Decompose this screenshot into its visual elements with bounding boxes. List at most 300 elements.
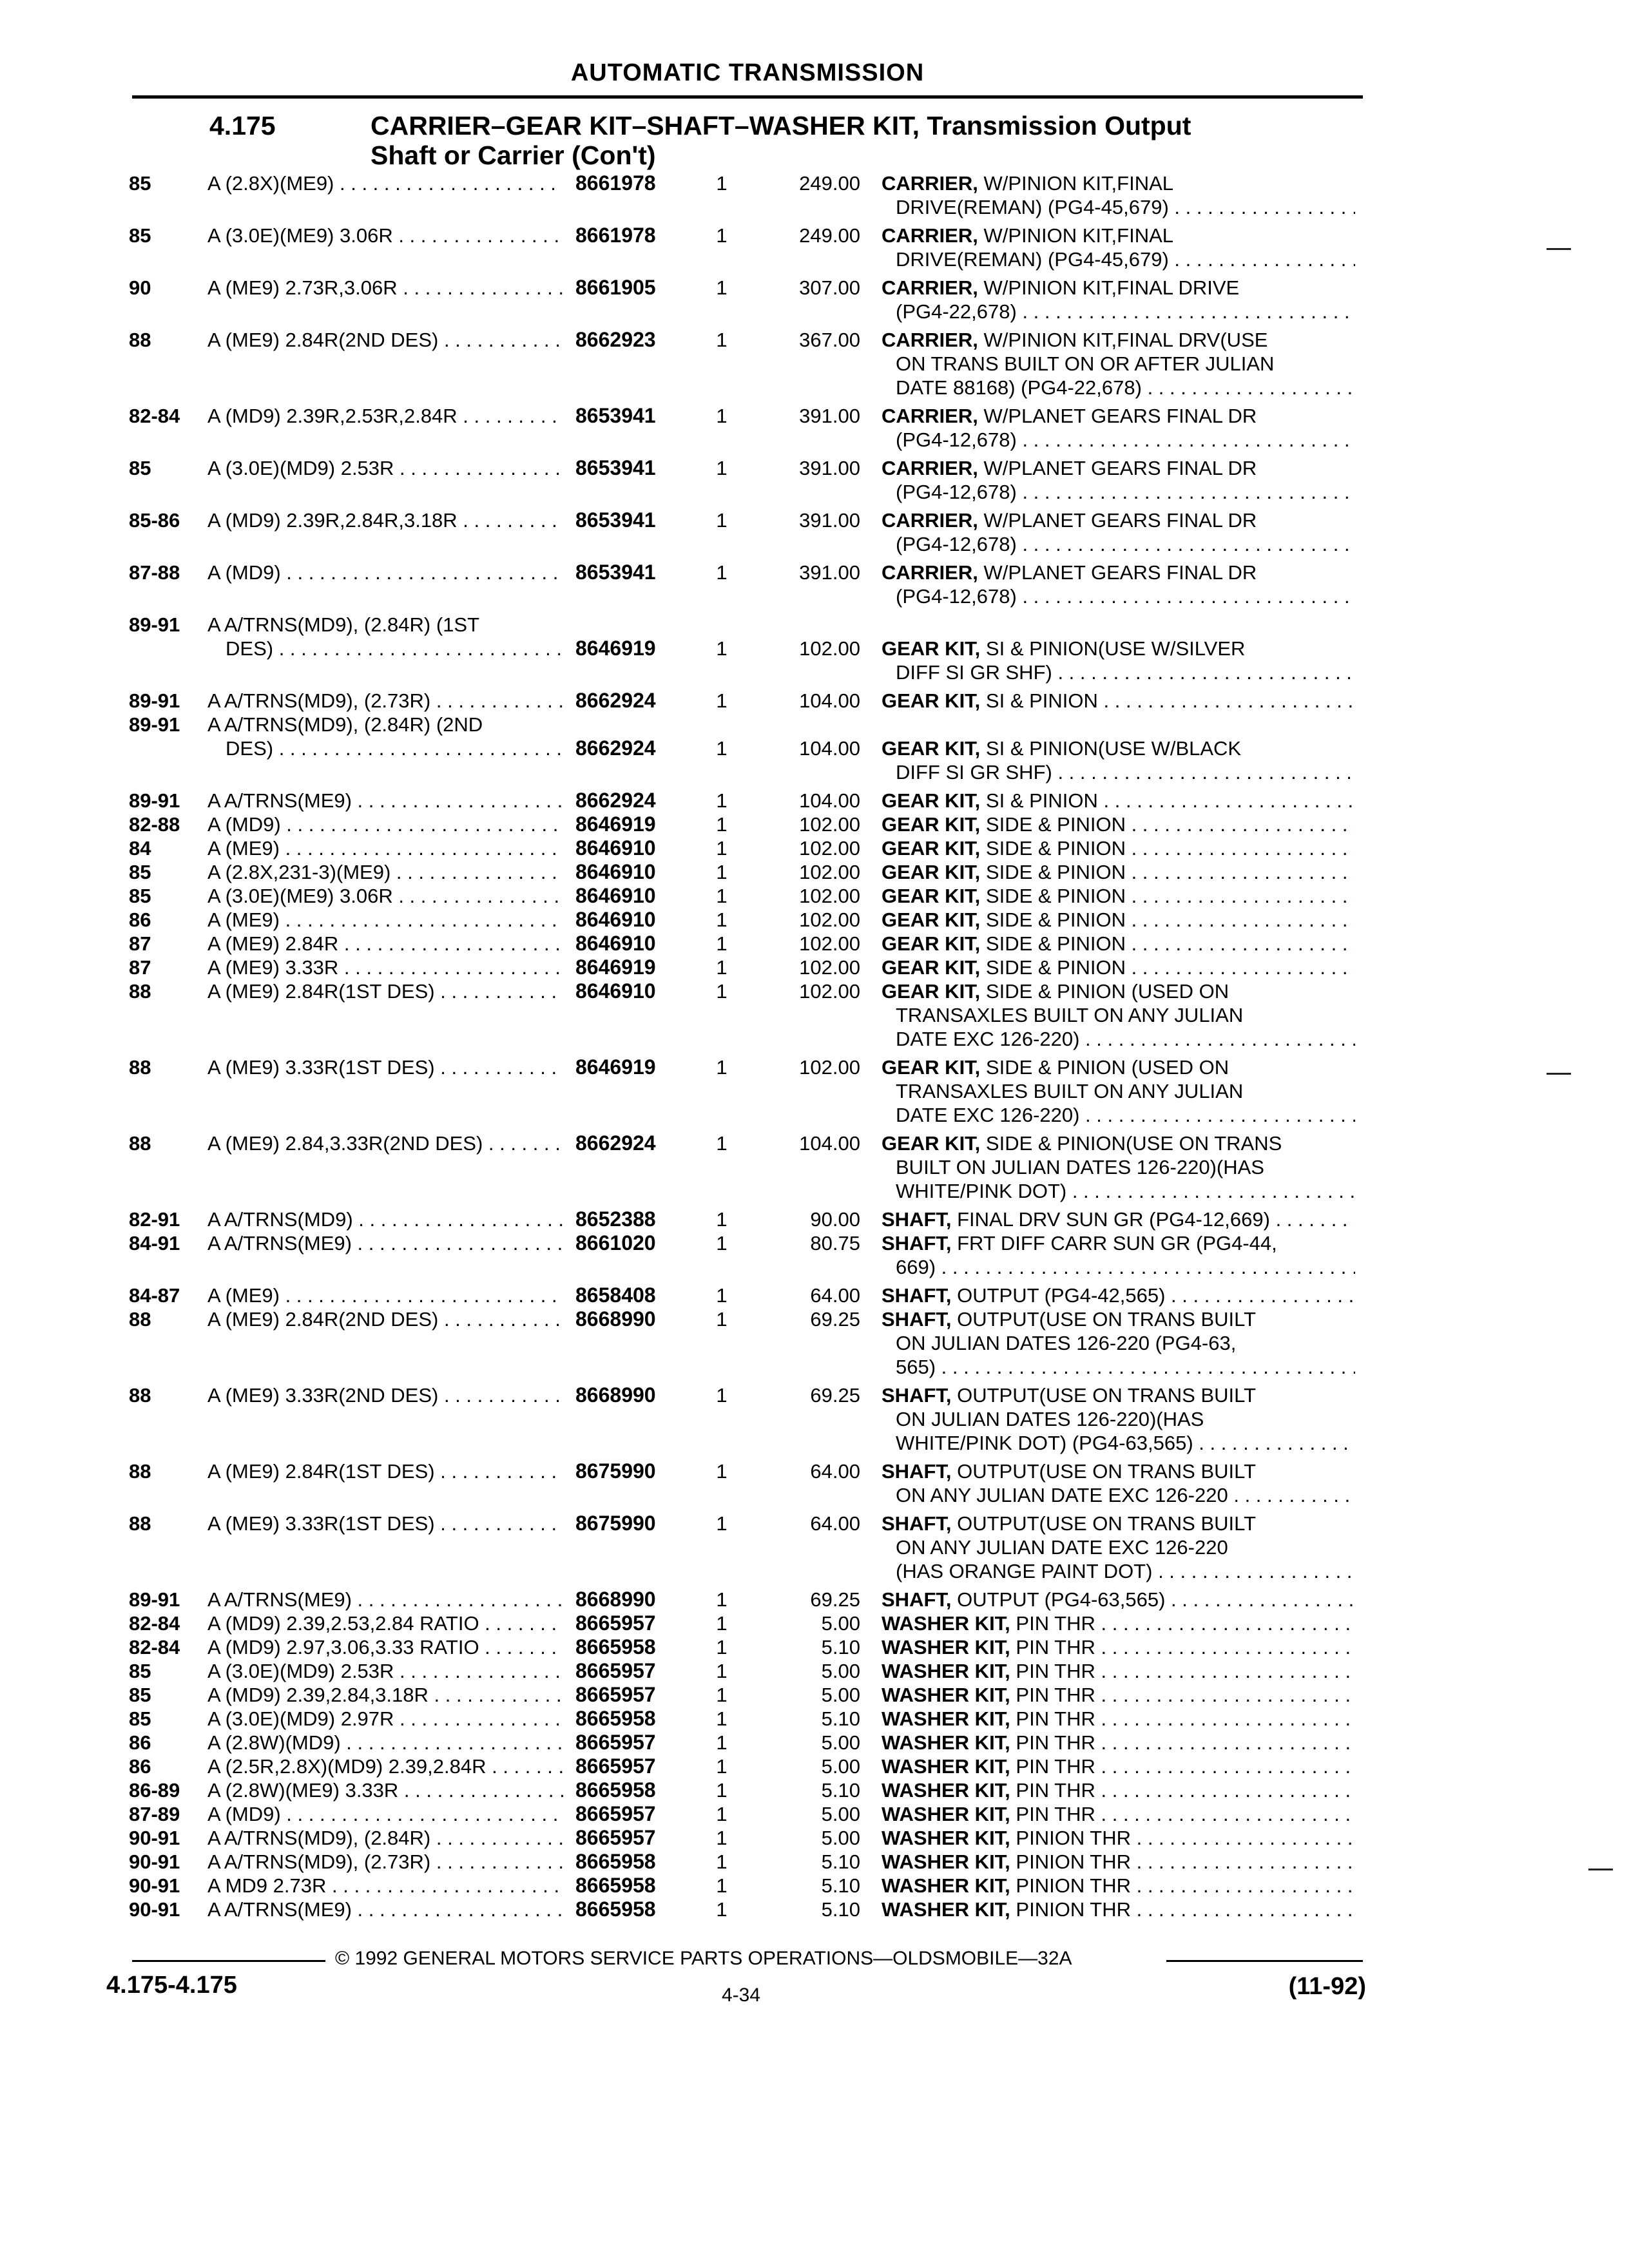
part-title: CARRIER, [882,172,978,195]
description-line [882,812,1355,836]
description [882,736,1355,784]
part-number: 8665957 [575,1731,656,1754]
price: 64.00 [810,1512,860,1535]
application [207,328,563,352]
description-line [882,1611,1355,1635]
description-line [882,1635,1355,1659]
description-text: PIN THR [1016,1684,1095,1706]
description-text: (PG4-12,678) [896,481,1017,503]
part-title: GEAR KIT, [882,837,981,860]
model-year: 90-91 [129,1850,180,1873]
description-line [882,1255,1355,1279]
description-line [882,860,1355,884]
application [207,713,563,760]
model-year: 86 [129,1755,151,1778]
description-text: BUILT ON JULIAN DATES 126-220)(HAS [896,1156,1264,1178]
part-number: 8665958 [575,1874,656,1897]
model-year: 86 [129,908,151,931]
description-line [882,1898,1355,1921]
model-year: 89-91 [129,1588,180,1611]
application-line: A (2.8X)(ME9) . . . [207,171,563,195]
application-line: A A/TRNS(ME9) . . . [207,1588,563,1611]
description-text: OUTPUT(USE ON TRANS BUILT [957,1460,1257,1483]
part-number: 8665958 [575,1898,656,1921]
margin-mark [1588,1869,1613,1870]
part-number: 8658408 [575,1283,656,1307]
part-number: 8646919 [575,637,656,660]
application [207,860,563,884]
price: 367.00 [799,329,860,351]
quantity: 1 [716,980,728,1003]
description [882,508,1355,556]
description-line [882,1778,1355,1802]
description-text: ON ANY JULIAN DATE EXC 126-220 [896,1536,1228,1559]
description [882,1707,1355,1731]
footer-copyright: © 1992 GENERAL MOTORS SERVICE PARTS OPERATIONS—OLDSMOBILE—32A [335,1948,1072,1969]
model-year: 82-84 [129,405,180,427]
application [207,224,563,247]
part-title: GEAR KIT, [882,908,981,931]
quantity: 1 [716,457,728,479]
part-title: CARRIER, [882,405,978,427]
quantity: 1 [716,1588,728,1611]
price: 5.10 [821,1850,860,1873]
model-year: 84-91 [129,1232,180,1254]
description-line [882,836,1355,860]
part-title: CARRIER, [882,276,978,299]
part-title: WASHER KIT, [882,1874,1010,1897]
description [882,1459,1355,1507]
description-text: OUTPUT(USE ON TRANS BUILT [957,1308,1257,1331]
price: 69.25 [810,1588,860,1611]
description-text: DATE EXC 126-220) [896,1028,1080,1050]
description [882,1383,1355,1455]
description [882,456,1355,504]
model-year: 82-84 [129,1612,180,1635]
part-number: 8646910 [575,908,656,931]
part-number: 8653941 [575,404,656,427]
part-title: CARRIER, [882,224,978,247]
quantity: 1 [716,1056,728,1079]
quantity: 1 [716,1232,728,1254]
model-year: 88 [129,1308,151,1331]
price: 5.10 [821,1707,860,1730]
part-number: 8646910 [575,979,656,1003]
description-text: (PG4-12,678) [896,585,1017,608]
application [207,1383,563,1407]
description-text: (PG4-12,678) [896,428,1017,451]
description-line [882,480,1355,504]
description-line [882,1383,1355,1407]
part-number: 8668990 [575,1307,656,1331]
application [207,812,563,836]
application-line: A A/TRNS(MD9), (2.84R) (2ND [207,713,483,736]
quantity: 1 [716,885,728,907]
application-line: A (ME9) 3.33R(1ST DES) . . . [207,1512,563,1535]
description-text: PIN THR [1016,1803,1095,1825]
description-line [882,1027,1355,1051]
application [207,979,563,1003]
quantity: 1 [716,1660,728,1682]
application-line: A (ME9) 2.84R(2ND DES) . . . [207,1307,563,1331]
quantity: 1 [716,1874,728,1897]
footer-date: (11-92) [1288,1973,1366,2000]
quantity: 1 [716,837,728,860]
description [882,1874,1355,1898]
description-text: PIN THR [1016,1755,1095,1778]
description-line [882,908,1355,932]
part-number: 8646919 [575,956,656,979]
model-year: 90-91 [129,1898,180,1921]
footer-page-number: 4-34 [721,1984,761,2006]
description-text: DRIVE(REMAN) (PG4-45,679) [896,248,1169,271]
footer-rule-left [132,1960,325,1962]
part-title: CARRIER, [882,329,978,351]
part-title: GEAR KIT, [882,689,981,712]
model-year: 88 [129,1384,151,1407]
price: 391.00 [799,509,860,532]
description-line [882,1535,1355,1559]
application [207,1898,563,1921]
header-rule [132,95,1363,99]
price: 5.00 [821,1755,860,1778]
application-line: A A/TRNS(MD9), (2.73R) . . . [207,1850,563,1874]
description-text: SIDE & PINION(USE ON TRANS [985,1132,1282,1155]
price: 249.00 [799,172,860,195]
quantity: 1 [716,932,728,955]
model-year: 85 [129,1684,151,1706]
description-text: OUTPUT(USE ON TRANS BUILT [957,1384,1257,1407]
description [882,1307,1355,1379]
description-text: PIN THR [1016,1612,1095,1635]
description-text: FRT DIFF CARR SUN GR (PG4-44, [957,1232,1277,1254]
model-year: 88 [129,329,151,351]
quantity: 1 [716,1898,728,1921]
description-line [882,1559,1355,1583]
model-year: 85 [129,172,151,195]
description-text: PIN THR [1016,1731,1095,1754]
quantity: 1 [716,956,728,979]
description [882,1754,1355,1778]
part-number: 8646910 [575,860,656,883]
price: 90.00 [810,1208,860,1231]
part-number: 8646910 [575,836,656,860]
part-number: 8665958 [575,1635,656,1658]
description-text: PIN THR [1016,1636,1095,1658]
description [882,1588,1355,1611]
description-line [882,561,1355,584]
description [882,1659,1355,1683]
description-line [882,1131,1355,1155]
application-line: A A/TRNS(MD9), (2.84R) . . . [207,1826,563,1850]
description-line [882,1459,1355,1483]
quantity: 1 [716,329,728,351]
margin-mark [1547,1073,1571,1075]
application [207,789,563,812]
application [207,1826,563,1850]
application-line: A (MD9) 2.39R,2.53R,2.84R . . . [207,404,563,428]
description-text: W/PLANET GEARS FINAL DR [983,457,1257,479]
description-text: SIDE & PINION (USED ON [985,1056,1229,1079]
application-line: A (2.5R,2.8X)(MD9) 2.39,2.84R . . . [207,1754,563,1778]
description-text: PIN THR [1016,1660,1095,1682]
part-number: 8665958 [575,1707,656,1730]
part-number: 8662924 [575,736,656,760]
part-title: GEAR KIT, [882,980,981,1003]
description [882,1683,1355,1707]
price: 249.00 [799,224,860,247]
model-year: 84 [129,837,151,860]
price: 102.00 [799,1056,860,1079]
application-line: A (ME9) . . . [207,1283,563,1307]
application-line: A (MD9) 2.97,3.06,3.33 RATIO . . . [207,1635,563,1659]
application [207,1635,563,1659]
model-year: 90-91 [129,1827,180,1849]
description-text: PINION THR [1016,1827,1131,1849]
description-line [882,1683,1355,1707]
part-number: 8675990 [575,1512,656,1535]
description-line [882,1179,1355,1203]
model-year: 85 [129,224,151,247]
description [882,932,1355,956]
description-text: W/PLANET GEARS FINAL DR [983,509,1257,532]
description-text: W/PLANET GEARS FINAL DR [983,405,1257,427]
quantity: 1 [716,1755,728,1778]
description-text: ON JULIAN DATES 126-220)(HAS [896,1408,1204,1430]
application [207,1683,563,1707]
application-line: A (ME9) 2.73R,3.06R . . . [207,276,563,300]
price: 102.00 [799,980,860,1003]
description-text: DIFF SI GR SHF) [896,661,1052,684]
price: 102.00 [799,861,860,883]
description-line [882,1407,1355,1431]
description [882,689,1355,713]
application [207,908,563,932]
description-line [882,1331,1355,1355]
application [207,1231,563,1255]
application-line: A (MD9) 2.39,2.53,2.84 RATIO . . . [207,1611,563,1635]
part-title: WASHER KIT, [882,1636,1010,1658]
price: 102.00 [799,885,860,907]
description-line [882,1307,1355,1331]
price: 104.00 [799,737,860,760]
part-number: 8661978 [575,224,656,247]
part-title: GEAR KIT, [882,1056,981,1079]
part-number: 8668990 [575,1588,656,1611]
part-title: SHAFT, [882,1232,952,1254]
description [882,1512,1355,1583]
model-year: 90-91 [129,1874,180,1897]
part-title: CARRIER, [882,561,978,584]
part-title: CARRIER, [882,457,978,479]
part-title: GEAR KIT, [882,932,981,955]
price: 102.00 [799,956,860,979]
quantity: 1 [716,813,728,836]
description-text: DATE 88168) (PG4-22,678) [896,376,1142,399]
model-year: 90 [129,276,151,299]
description-line [882,736,1355,760]
application [207,1459,563,1483]
description-line [882,884,1355,908]
application [207,456,563,480]
application-line: A (3.0E)(ME9) 3.06R . . . [207,224,563,247]
part-title: WASHER KIT, [882,1684,1010,1706]
model-year: 88 [129,980,151,1003]
description [882,224,1355,271]
description-line [882,1874,1355,1898]
application-line: A A/TRNS(ME9) . . . [207,1898,563,1921]
description-line [882,1231,1355,1255]
part-number: 8665957 [575,1683,656,1706]
model-year: 85 [129,457,151,479]
quantity: 1 [716,789,728,812]
application-line: DES) . . . [207,637,563,660]
quantity: 1 [716,1208,728,1231]
part-title: WASHER KIT, [882,1850,1010,1873]
model-year: 87-89 [129,1803,180,1825]
application-line: A (ME9) 2.84,3.33R(2ND DES) . . . [207,1131,563,1155]
application [207,1754,563,1778]
description [882,908,1355,932]
part-title: WASHER KIT, [882,1898,1010,1921]
price: 80.75 [810,1232,860,1254]
model-year: 87-88 [129,561,180,584]
quantity: 1 [716,405,728,427]
description-line [882,1431,1355,1455]
application-line: A (2.8W)(ME9) 3.33R . . . [207,1778,563,1802]
part-title: WASHER KIT, [882,1731,1010,1754]
description-line [882,1155,1355,1179]
application [207,1659,563,1683]
application [207,884,563,908]
price: 5.00 [821,1731,860,1754]
model-year: 88 [129,1132,151,1155]
quantity: 1 [716,1284,728,1307]
model-year: 85 [129,1660,151,1682]
description-text: TRANSAXLES BUILT ON ANY JULIAN [896,1080,1244,1102]
description [882,328,1355,399]
price: 69.25 [810,1308,860,1331]
price: 102.00 [799,637,860,660]
description-text: TRANSAXLES BUILT ON ANY JULIAN [896,1004,1244,1026]
price: 64.00 [810,1460,860,1483]
price: 5.00 [821,1803,860,1825]
quantity: 1 [716,1684,728,1706]
description-line [882,637,1355,660]
model-year: 85 [129,861,151,883]
part-number: 8665958 [575,1778,656,1802]
part-title: WASHER KIT, [882,1660,1010,1682]
description-line [882,1731,1355,1754]
description [882,404,1355,452]
description-text: PIN THR [1016,1779,1095,1802]
description-text: DATE EXC 126-220) [896,1104,1080,1126]
price: 104.00 [799,1132,860,1155]
description-text: 565) [896,1356,936,1378]
application [207,171,563,195]
application-line: A (ME9) 2.84R . . . [207,932,563,956]
part-number: 8665957 [575,1611,656,1635]
application-line: A (ME9) 2.84R(1ST DES) . . . [207,1459,563,1483]
part-number: 8662924 [575,1131,656,1155]
description [882,1283,1355,1307]
price: 64.00 [810,1284,860,1307]
model-year: 86-89 [129,1779,180,1802]
description-text: WHITE/PINK DOT) [896,1180,1067,1202]
quantity: 1 [716,1612,728,1635]
part-number: 8662923 [575,328,656,351]
quantity: 1 [716,1512,728,1535]
page-header: AUTOMATIC TRANSMISSION [570,59,925,86]
description-line [882,932,1355,956]
model-year: 86 [129,1731,151,1754]
part-title: GEAR KIT, [882,637,981,660]
model-year: 84-87 [129,1284,180,1307]
description [882,812,1355,836]
description-line [882,584,1355,608]
application-line: A (ME9) 2.84R(2ND DES) . . . [207,328,563,352]
description [882,1231,1355,1279]
description-text: SIDE & PINION [985,908,1126,931]
description-line [882,195,1355,219]
quantity: 1 [716,1827,728,1849]
application [207,1731,563,1754]
description [882,860,1355,884]
part-number: 8653941 [575,456,656,479]
description-text: OUTPUT(USE ON TRANS BUILT [957,1512,1257,1535]
application-line: A A/TRNS(MD9), (2.84R) (1ST [207,613,480,636]
description-line [882,276,1355,300]
application-line: A A/TRNS(MD9) . . . [207,1207,563,1231]
quantity: 1 [716,1779,728,1802]
part-number: 8653941 [575,561,656,584]
description-line [882,1707,1355,1731]
part-title: WASHER KIT, [882,1803,1010,1825]
application [207,1207,563,1231]
description-line [882,1826,1355,1850]
price: 307.00 [799,276,860,299]
price: 391.00 [799,405,860,427]
quantity: 1 [716,637,728,660]
part-title: SHAFT, [882,1512,952,1535]
quantity: 1 [716,1707,728,1730]
price: 5.10 [821,1779,860,1802]
quantity: 1 [716,1731,728,1754]
description-text: SIDE & PINION (USED ON [985,980,1229,1003]
description [882,1635,1355,1659]
footer-rule-right [1166,1960,1363,1962]
description-line [882,689,1355,713]
description-line [882,328,1355,352]
description-text: FINAL DRV SUN GR (PG4-12,669) [957,1208,1270,1231]
quantity: 1 [716,561,728,584]
application [207,1707,563,1731]
price: 102.00 [799,932,860,955]
application [207,1611,563,1635]
application [207,836,563,860]
description-line [882,171,1355,195]
part-title: SHAFT, [882,1384,952,1407]
description-line [882,1512,1355,1535]
quantity: 1 [716,737,728,760]
quantity: 1 [716,861,728,883]
application [207,1588,563,1611]
description-text: ON ANY JULIAN DATE EXC 126-220 [896,1484,1228,1506]
quantity: 1 [716,1308,728,1331]
description-line [882,760,1355,784]
description-text: SIDE & PINION [985,932,1126,955]
price: 102.00 [799,908,860,931]
